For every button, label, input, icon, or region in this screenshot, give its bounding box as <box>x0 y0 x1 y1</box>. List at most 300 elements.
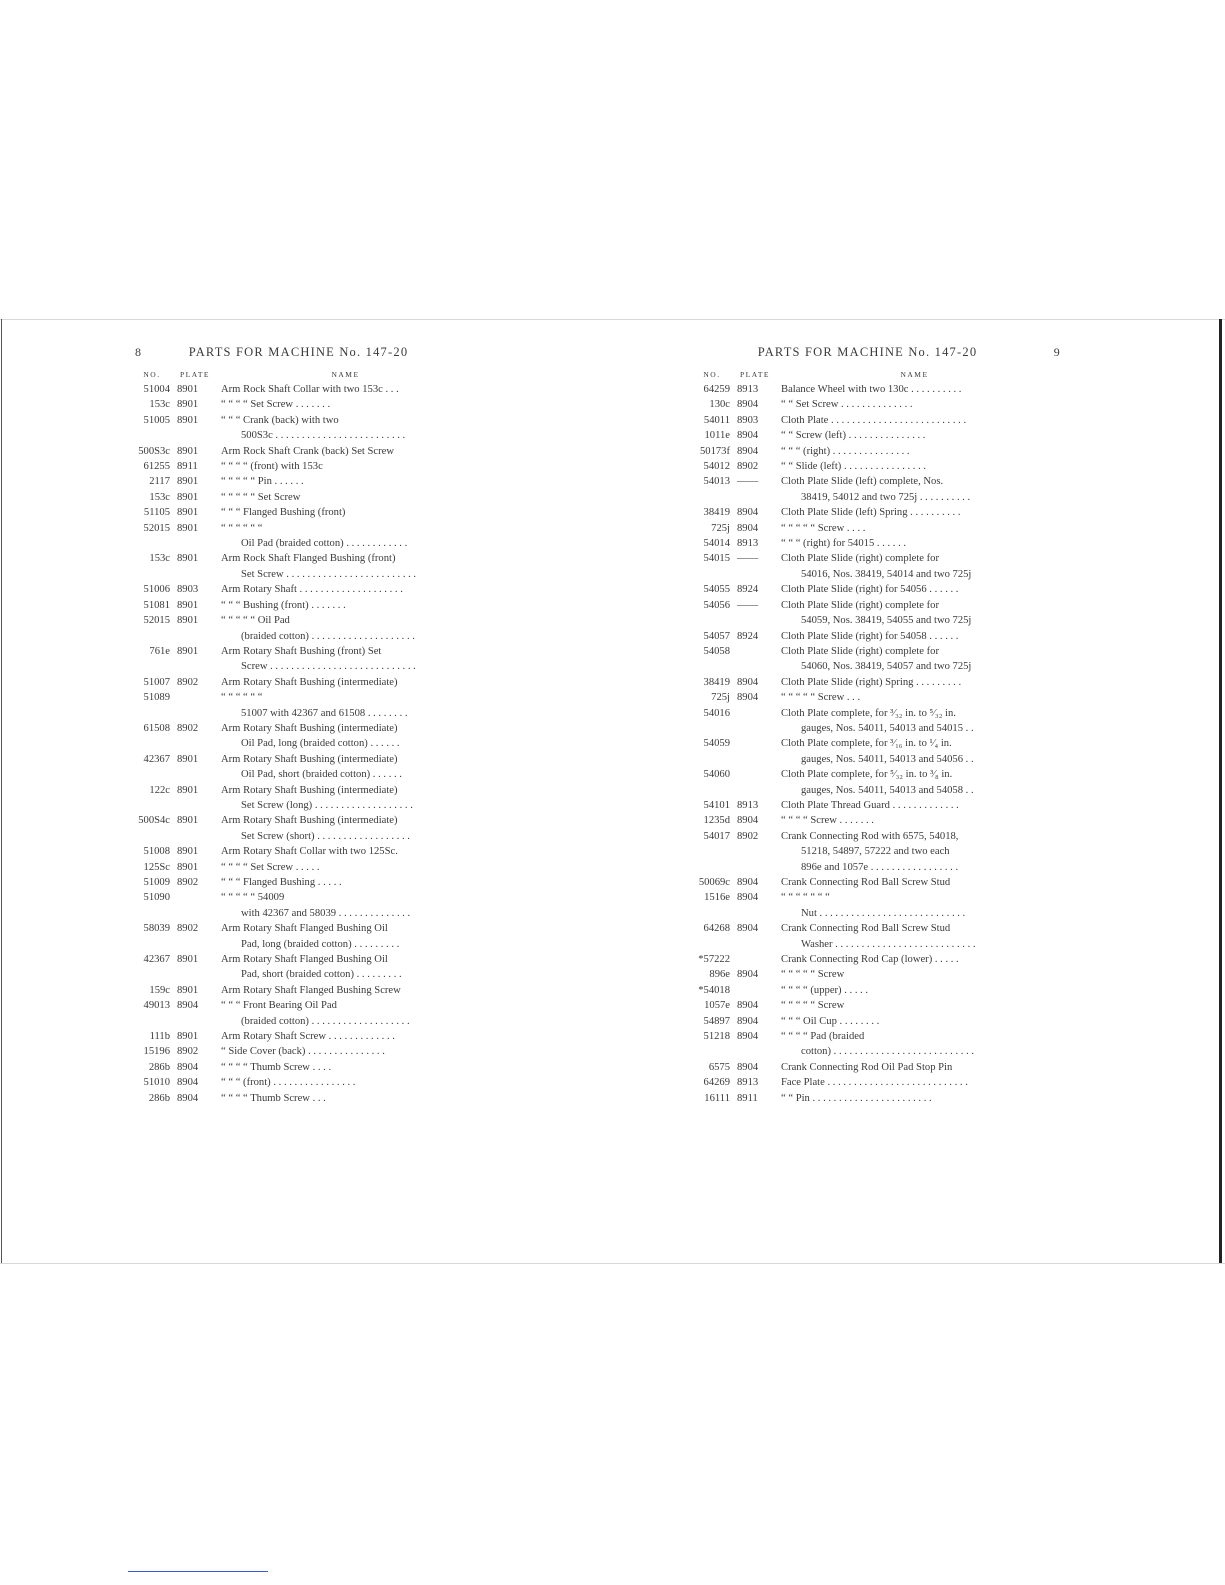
part-row <box>690 382 1045 397</box>
plate-number: 8903 <box>177 584 199 596</box>
part-name-continuation: Oil Pad (braided cotton) . . . . . . . . . . . . <box>241 538 408 550</box>
part-row <box>690 829 1045 875</box>
part-name <box>775 1029 1045 1060</box>
part-name-line: Cloth Plate Slide (right) complete for <box>781 645 939 657</box>
part-number: 38419 <box>703 676 730 688</box>
plate-number: 8902 <box>177 877 199 888</box>
part-name <box>215 1060 467 1075</box>
part-number: 64259 <box>703 384 730 395</box>
part-row <box>690 459 1045 474</box>
part-number: 42367 <box>143 954 170 966</box>
part-name <box>775 1014 1045 1029</box>
part-name-line: Cloth Plate complete, for ³⁄₃₂ in. to ⁵⁄₃₂ in. <box>781 707 956 719</box>
part-row <box>130 521 467 552</box>
part-name-line: Arm Rotary Shaft Bushing (intermediate) <box>221 815 398 827</box>
part-name-line: Arm Rock Shaft Collar with two 153c . . . <box>221 384 399 395</box>
part-name-continuation: cotton) . . . . . . . . . . . . . . . . . . . . . . . . . . . <box>801 1046 975 1058</box>
part-number: 54057 <box>703 630 730 642</box>
part-row <box>130 752 467 783</box>
part-name-line: Cloth Plate Slide (right) for 54058 . . . . . . <box>781 630 959 642</box>
part-name-line: “ “ “ “ (front) with 153c <box>221 461 323 473</box>
right-page <box>690 345 1061 1106</box>
part-name <box>215 983 467 998</box>
right-column-headers <box>690 370 1045 382</box>
part-number: 51007 <box>143 676 170 688</box>
part-row <box>130 983 467 998</box>
plate-number: 8901 <box>177 414 199 426</box>
part-name <box>215 675 467 690</box>
part-name <box>215 397 467 412</box>
part-row <box>690 921 1045 952</box>
part-name <box>215 382 467 397</box>
part-number: 2117 <box>149 476 170 488</box>
part-name-line: “ “ “ “ Set Screw . . . . . . . <box>221 399 331 411</box>
part-row <box>130 1060 467 1075</box>
column-header-plate: PLATE <box>740 370 770 379</box>
part-name <box>775 459 1045 474</box>
plate-number: 8904 <box>737 692 759 704</box>
part-name-continuation: Oil Pad, long (braided cotton) . . . . . . <box>241 738 400 750</box>
part-name-line: Arm Rotary Shaft . . . . . . . . . . . . . . . . . . . . <box>221 584 403 596</box>
part-name-line: Arm Rotary Shaft Flanged Bushing Oil <box>221 954 388 966</box>
part-number: *57222 <box>698 954 730 966</box>
part-number: 51005 <box>143 414 170 426</box>
part-name-line: “ “ “ “ “ Oil Pad <box>221 615 290 627</box>
part-row <box>130 444 467 459</box>
part-name-continuation: 54016, Nos. 38419, 54014 and two 725j <box>801 568 972 580</box>
part-row <box>690 690 1045 705</box>
part-number: 1235d <box>703 815 730 827</box>
part-name-line: “ “ “ “ Set Screw . . . . . <box>221 861 320 873</box>
part-name-continuation: Nut . . . . . . . . . . . . . . . . . . . . . . . . . . . . <box>801 907 966 919</box>
part-row <box>130 860 467 875</box>
plate-number: 8901 <box>177 399 199 411</box>
part-name-continuation: with 42367 and 58039 . . . . . . . . . . . . . . <box>241 907 411 919</box>
part-name-line: Arm Rotary Shaft Flanged Bushing Screw <box>221 984 401 996</box>
plate-number: 8913 <box>737 384 759 395</box>
part-number: 125Sc <box>143 861 170 873</box>
part-row <box>130 952 467 983</box>
part-name-continuation: 51218, 54897, 57222 and two each <box>801 846 950 858</box>
plate-number: 8913 <box>737 799 759 811</box>
part-number: 54055 <box>703 584 730 596</box>
column-header-no: NO. <box>703 370 721 379</box>
part-row <box>690 798 1045 813</box>
left-parts-list <box>130 382 467 1106</box>
part-number: 54056 <box>703 599 730 611</box>
part-name-line: Cloth Plate . . . . . . . . . . . . . . . . . . . . . . . . . . <box>781 414 967 426</box>
part-number: 51009 <box>143 877 170 888</box>
part-name <box>775 736 1045 767</box>
left-page-number: 8 <box>135 345 143 359</box>
part-name-continuation: 896e and 1057e . . . . . . . . . . . . . . . . . <box>801 861 959 873</box>
part-row <box>690 1060 1045 1075</box>
plate-number <box>170 890 215 921</box>
part-name-continuation: Set Screw (short) . . . . . . . . . . . . . . . . . . <box>241 830 410 842</box>
part-name <box>215 490 467 505</box>
plate-number: 8904 <box>737 445 759 457</box>
part-row <box>690 474 1045 505</box>
plate-number <box>730 767 775 798</box>
part-name <box>775 829 1045 875</box>
part-name-continuation: 500S3c . . . . . . . . . . . . . . . . . . . . . . . . . <box>241 430 406 442</box>
part-number: 52015 <box>143 522 170 534</box>
part-name <box>215 505 467 520</box>
plate-number: —— <box>737 476 759 488</box>
part-number: 130c <box>709 399 730 411</box>
part-name <box>775 952 1045 967</box>
part-name <box>775 967 1045 982</box>
plate-number: 8904 <box>737 923 759 935</box>
part-name <box>215 644 467 675</box>
part-name <box>215 690 467 721</box>
plate-number: 8913 <box>737 538 759 550</box>
part-number: 500S4c <box>138 815 170 827</box>
part-name-line: “ “ “ “ “ Screw <box>781 1000 845 1012</box>
plate-number: 8911 <box>737 1092 758 1104</box>
part-name-line: “ “ “ “ “ Screw . . . <box>781 692 861 704</box>
part-name <box>775 1060 1045 1075</box>
part-name-continuation: Pad, long (braided cotton) . . . . . . . . . <box>241 938 400 950</box>
plate-number: —— <box>737 599 759 611</box>
part-number: 51218 <box>703 1031 730 1043</box>
part-row <box>690 521 1045 536</box>
plate-number: 8904 <box>737 1031 759 1043</box>
part-row <box>690 582 1045 597</box>
part-row <box>690 813 1045 828</box>
column-header-name: NAME <box>331 370 360 379</box>
part-row <box>690 983 1045 998</box>
part-name-line: “ “ “ (front) . . . . . . . . . . . . . . . . <box>221 1077 356 1089</box>
right-page-number: 9 <box>1053 345 1061 359</box>
part-name <box>775 1075 1045 1090</box>
part-row <box>130 505 467 520</box>
part-name-line: “ “ “ “ “ 54009 <box>221 892 285 904</box>
part-number: 51010 <box>143 1077 170 1089</box>
part-number: 54013 <box>703 476 730 488</box>
part-name-continuation: gauges, Nos. 54011, 54013 and 54015 . . <box>801 722 974 734</box>
part-name-line: Arm Rotary Shaft Bushing (intermediate) <box>221 676 398 688</box>
part-name-line: Cloth Plate Thread Guard . . . . . . . . . . . . . <box>781 799 959 811</box>
plate-number: 8901 <box>177 784 199 796</box>
part-name <box>215 860 467 875</box>
part-name-line: “ “ “ “ “ Set Screw <box>221 491 301 503</box>
column-header-name: NAME <box>900 370 929 379</box>
part-row <box>690 1075 1045 1090</box>
plate-number: 8901 <box>177 984 199 996</box>
plate-number: 8901 <box>177 645 199 657</box>
part-number: 1011e <box>704 430 730 442</box>
plate-number: 8901 <box>177 861 199 873</box>
part-name-line: “ “ “ Flanged Bushing . . . . . <box>221 877 342 888</box>
plate-number: 8902 <box>177 1046 199 1058</box>
part-row <box>130 413 467 444</box>
scan-frame-left-edge <box>1 319 2 1263</box>
part-row <box>130 459 467 474</box>
part-name-line: Arm Rotary Shaft Collar with two 125Sc. <box>221 846 398 858</box>
plate-number: 8901 <box>177 615 199 627</box>
plate-number: 8903 <box>737 414 759 426</box>
part-name <box>775 551 1045 582</box>
part-row <box>690 706 1045 737</box>
part-number: 54014 <box>703 538 730 550</box>
part-name <box>215 844 467 859</box>
part-row <box>130 598 467 613</box>
left-page <box>130 345 467 1106</box>
part-name <box>215 1075 467 1090</box>
plate-number: 8901 <box>177 553 199 565</box>
part-number: 16111 <box>704 1092 730 1104</box>
part-name <box>215 952 467 983</box>
part-name-line: “ “ “ “ “ “ “ <box>781 892 830 904</box>
part-name-continuation: Set Screw . . . . . . . . . . . . . . . . . . . . . . . . . <box>241 568 417 580</box>
part-number: 51081 <box>143 599 170 611</box>
part-name-line: Balance Wheel with two 130c . . . . . . . . . . <box>781 384 962 395</box>
part-name <box>775 629 1045 644</box>
plate-number: 8901 <box>177 815 199 827</box>
part-row <box>690 536 1045 551</box>
part-name <box>215 875 467 890</box>
part-number: 54060 <box>703 769 730 781</box>
part-name-line: Crank Connecting Rod Cap (lower) . . . . . <box>781 954 959 966</box>
plate-number: 8904 <box>177 1000 199 1012</box>
part-name-line: Arm Rotary Shaft Bushing (intermediate) <box>221 784 398 796</box>
part-number: 51105 <box>143 507 170 519</box>
part-name <box>215 459 467 474</box>
part-name-continuation: Washer . . . . . . . . . . . . . . . . . . . . . . . . . . . <box>801 938 976 950</box>
part-name <box>215 474 467 489</box>
part-number: 51006 <box>143 584 170 596</box>
part-number: 1057e <box>704 1000 730 1012</box>
scan-frame-right-edge <box>1219 319 1222 1263</box>
part-row <box>690 629 1045 644</box>
part-row <box>690 1014 1045 1029</box>
part-name <box>775 397 1045 412</box>
part-name-line: “ “ “ Flanged Bushing (front) <box>221 507 346 519</box>
part-name <box>775 690 1045 705</box>
plate-number: 8904 <box>737 507 759 519</box>
part-name-continuation: Screw . . . . . . . . . . . . . . . . . . . . . . . . . . . . <box>241 661 416 673</box>
plate-number: 8924 <box>737 584 759 596</box>
part-name <box>775 998 1045 1013</box>
part-name-line: “ “ “ (right) for 54015 . . . . . . <box>781 538 907 550</box>
part-name-line: “ “ “ Front Bearing Oil Pad <box>221 1000 337 1012</box>
part-name <box>215 551 467 582</box>
plate-number <box>170 690 215 721</box>
part-number: 54101 <box>703 799 730 811</box>
part-row <box>690 736 1045 767</box>
plate-number: 8904 <box>737 877 759 888</box>
plate-number: 8901 <box>177 522 199 534</box>
plate-number: 8924 <box>737 630 759 642</box>
part-row <box>690 967 1045 982</box>
part-number: 896e <box>709 969 730 981</box>
part-name-line: “ “ “ “ Pad (braided <box>781 1031 865 1043</box>
part-name-line: “ “ Screw (left) . . . . . . . . . . . . . . . <box>781 430 926 442</box>
plate-number: 8904 <box>737 522 759 534</box>
part-name <box>775 582 1045 597</box>
part-row <box>130 875 467 890</box>
plate-number: 8902 <box>737 830 759 842</box>
part-name-line: Crank Connecting Rod Oil Pad Stop Pin <box>781 1061 953 1073</box>
plate-number: 8901 <box>177 954 199 966</box>
part-name-line: “ “ “ “ Thumb Screw . . . . <box>221 1061 332 1073</box>
plate-number: 8904 <box>737 892 759 904</box>
part-name-line: Face Plate . . . . . . . . . . . . . . . . . . . . . . . . . . . <box>781 1077 968 1089</box>
part-row <box>130 582 467 597</box>
part-name-line: Crank Connecting Rod Ball Screw Stud <box>781 923 951 935</box>
part-name <box>775 428 1045 443</box>
part-name <box>775 444 1045 459</box>
part-number: 15196 <box>143 1046 170 1058</box>
part-row <box>130 644 467 675</box>
part-number: 500S3c <box>138 445 170 457</box>
part-row <box>690 998 1045 1013</box>
part-number: 6575 <box>708 1061 730 1073</box>
part-number: 54016 <box>703 707 730 719</box>
part-number: 42367 <box>143 753 170 765</box>
part-name-line: “ “ “ “ “ Pin . . . . . . <box>221 476 304 488</box>
plate-number: 8904 <box>737 815 759 827</box>
plate-number <box>730 983 775 998</box>
part-row <box>690 644 1045 675</box>
part-row <box>130 1044 467 1059</box>
part-name <box>775 598 1045 629</box>
part-number: 725j <box>711 522 730 534</box>
part-number: 61508 <box>143 722 170 734</box>
part-name-line: Crank Connecting Rod with 6575, 54018, <box>781 830 959 842</box>
part-number: 1516e <box>704 892 730 904</box>
scan-frame-bottom-edge <box>0 1263 1225 1264</box>
part-number: 54897 <box>703 1015 730 1027</box>
part-number: 64268 <box>703 923 730 935</box>
plate-number: —— <box>737 553 759 565</box>
part-name-line: Cloth Plate complete, for ³⁄₁₆ in. to ¹⁄₄ in. <box>781 738 952 750</box>
bottom-link-underline[interactable] <box>128 1571 268 1572</box>
right-page-header <box>690 345 1061 367</box>
plate-number: 8904 <box>737 1015 759 1027</box>
part-number: 153c <box>149 553 170 565</box>
plate-number: 8901 <box>177 445 199 457</box>
part-name <box>215 921 467 952</box>
plate-number: 8901 <box>177 599 199 611</box>
part-name-line: Crank Connecting Rod Ball Screw Stud <box>781 877 951 888</box>
part-name-line: Arm Rotary Shaft Bushing (intermediate) <box>221 722 398 734</box>
part-number: 51089 <box>143 692 170 704</box>
plate-number: 8901 <box>177 476 199 488</box>
part-name-line: “ “ “ (right) . . . . . . . . . . . . . . . <box>781 445 910 457</box>
part-number: 52015 <box>143 615 170 627</box>
part-name-line: Arm Rotary Shaft Bushing (intermediate) <box>221 753 398 765</box>
plate-number: 8904 <box>737 1061 759 1073</box>
part-number: 54015 <box>703 553 730 565</box>
part-name <box>215 413 467 444</box>
part-row <box>130 998 467 1029</box>
part-number: 50069c <box>698 877 730 888</box>
part-name <box>215 598 467 613</box>
plate-number <box>730 706 775 737</box>
part-number: 58039 <box>143 923 170 935</box>
part-name-continuation: Oil Pad, short (braided cotton) . . . . . . <box>241 769 402 781</box>
part-row <box>690 444 1045 459</box>
part-row <box>130 721 467 752</box>
part-number: 153c <box>149 399 170 411</box>
part-row <box>130 474 467 489</box>
part-number: 54012 <box>703 461 730 473</box>
part-name-line: “ “ “ “ “ “ <box>221 522 263 534</box>
part-name-line: “ “ “ “ “ Screw <box>781 969 845 981</box>
part-name-line: Cloth Plate Slide (left) complete, Nos. <box>781 476 944 488</box>
part-name-line: “ “ “ Bushing (front) . . . . . . . <box>221 599 346 611</box>
part-number: 54058 <box>703 645 730 657</box>
left-page-title: PARTS FOR MACHINE No. 147-20 <box>188 345 409 359</box>
part-name <box>215 1029 467 1044</box>
part-name <box>215 613 467 644</box>
part-name <box>775 474 1045 505</box>
part-number: *54018 <box>698 984 730 996</box>
part-name-line: Arm Rotary Shaft Flanged Bushing Oil <box>221 923 388 935</box>
part-name-line: “ “ “ Oil Cup . . . . . . . . <box>781 1015 880 1027</box>
part-row <box>130 813 467 844</box>
part-number: 51004 <box>143 384 170 395</box>
plate-number: 8902 <box>737 461 759 473</box>
plate-number: 8902 <box>177 722 199 734</box>
plate-number: 8901 <box>177 491 199 503</box>
part-row <box>130 921 467 952</box>
part-name-line: “ “ “ “ Screw . . . . . . . <box>781 815 874 827</box>
part-name <box>215 582 467 597</box>
part-name-continuation: gauges, Nos. 54011, 54013 and 54058 . . <box>801 784 974 796</box>
plate-number: 8902 <box>177 923 199 935</box>
part-name <box>215 1044 467 1059</box>
plate-number: 8901 <box>177 384 199 395</box>
plate-number <box>730 736 775 767</box>
part-row <box>130 382 467 397</box>
part-name-continuation: 54059, Nos. 38419, 54055 and two 725j <box>801 615 972 627</box>
part-row <box>130 783 467 814</box>
part-number: 111b <box>149 1031 170 1043</box>
part-row <box>690 413 1045 428</box>
part-row <box>690 1029 1045 1060</box>
plate-number: 8901 <box>177 753 199 765</box>
part-name-line: Arm Rotary Shaft Bushing (front) Set <box>221 645 382 657</box>
part-name <box>215 521 467 552</box>
part-row <box>690 397 1045 412</box>
part-name-continuation: 38419, 54012 and two 725j . . . . . . . . . . <box>801 491 971 503</box>
part-name-line: “ “ “ “ (upper) . . . . . <box>781 984 869 996</box>
part-number: 54017 <box>703 830 730 842</box>
part-name-continuation: gauges, Nos. 54011, 54013 and 54056 . . <box>801 753 974 765</box>
part-name <box>215 1091 467 1106</box>
part-name-line: “ “ “ “ Thumb Screw . . . <box>221 1092 326 1104</box>
part-name <box>775 536 1045 551</box>
part-name <box>775 890 1045 921</box>
plate-number: 8904 <box>737 1000 759 1012</box>
part-name <box>775 675 1045 690</box>
part-row <box>690 428 1045 443</box>
part-number: 49013 <box>143 1000 170 1012</box>
part-number: 122c <box>149 784 170 796</box>
part-name-line: “ “ “ Crank (back) with two <box>221 414 339 426</box>
part-row <box>130 690 467 721</box>
part-row <box>130 890 467 921</box>
part-name <box>775 644 1045 675</box>
part-row <box>690 505 1045 520</box>
part-name-continuation: (braided cotton) . . . . . . . . . . . . . . . . . . . <box>241 1015 410 1027</box>
part-number: 50173f <box>699 445 730 457</box>
part-name-line: Cloth Plate Slide (left) Spring . . . . . . . . . . <box>781 507 961 519</box>
right-parts-list <box>690 382 1045 1106</box>
